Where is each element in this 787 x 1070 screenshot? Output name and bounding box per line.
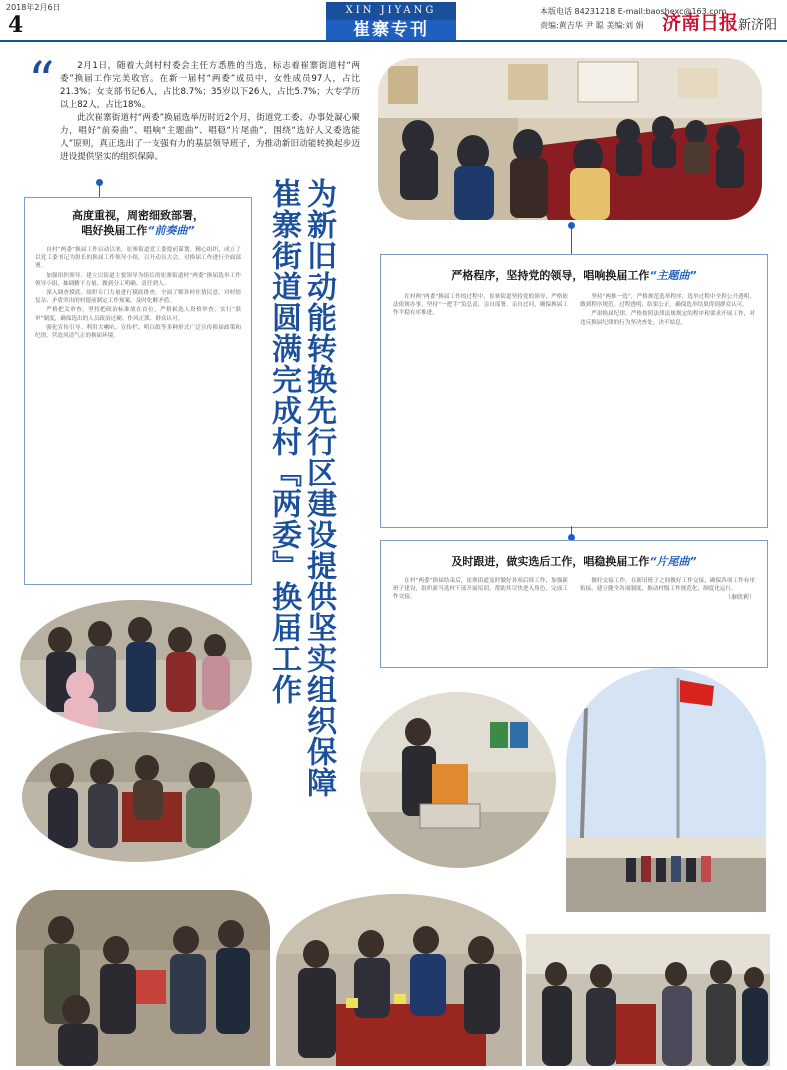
editors-line: 责编:黄吉华 尹 聪 美编:刘 娟	[540, 21, 644, 30]
voting-photo-right-art	[526, 934, 770, 1066]
quote-icon: “	[28, 52, 55, 112]
headline-line-1: 为新旧动能转换先行区建设提供坚实组织保障	[301, 178, 336, 798]
meeting-photo	[378, 58, 762, 220]
section-2-paragraph: 在村两“两委”换届工作的过程中，崔寨街道坚持党的领导，严格依法依规办事，坚持“一把手”负总责，亲自部署、亲自过问，确保换届工作平稳有序推进。	[393, 294, 568, 317]
section-1-title-line2	[25, 223, 251, 238]
intro-paragraph-1: 2月1日，随着大剑村村委会主任方悉胜的当选，标志着崔寨街道村“两委”换届工作完美收官。在新一届村“两委”成员中，女性成员97人，占比21.3%；女支部书记6人，占比8.7%；35岁以下26人，占比5.7%；大专学历以上82人，占比18%。	[60, 61, 360, 110]
section-1-paragraph: 深入调查摸底。组织专门力量进行摸底排查，全面了解各村社情民意，对村情复杂、矛盾突出的村提前制定工作预案，及时化解矛盾。	[35, 290, 241, 305]
section-1-paragraph: 强化宣传引导。利用大喇叭、宣传栏、明白纸等多种形式广泛宣传换届政策和纪律，营造风清气正的换届环境。	[35, 324, 241, 340]
crowd-photo-top	[20, 600, 252, 732]
ballot-photo-art	[360, 692, 556, 868]
section-3-body	[393, 577, 755, 603]
crowd-photo-top-art	[20, 600, 252, 732]
paper-name: 济南日报	[662, 12, 739, 34]
section-1-body	[35, 246, 241, 340]
intro-paragraph-2: 此次崔寨街道村“两委”换届选举历时近2个月，街道党工委、办事处凝心聚力，唱好“前奏曲”、唱响“主题曲”、唱稳“片尾曲”，围绕“选好人又委选能人”原则，真正选出了一支强有力的基层领导班子，为推动新旧动能转换起步迈进设提供坚实的组织保障。	[60, 113, 360, 162]
section-3-paragraph: 做好交接工作。在新旧班子之间做好工作交接，确保各项工作有序衔接。建立健全各项制度，推动村级工作规范化、制度化运行。	[580, 578, 755, 593]
section-1-paragraph: 自村“两委”换届工作启动以来，崔寨街道党工委提前谋划、精心组织，成立了以党工委书记为组长的换届工作领导小组，召开动员大会，对换届工作进行全面部署。	[35, 247, 241, 270]
voting-photo-left-art	[16, 890, 270, 1066]
voting-photo-left	[16, 890, 270, 1066]
section-2-paragraph: 坚持“两推一选”，严格规范选举程序，选举过程中全程公开透明，做到程序规范、过程透明、结果公正，确保选举结果得到群众认可。	[580, 294, 755, 309]
section-pinyin: XIN JIYANG	[326, 2, 456, 20]
author-signature: （秦欣莉）	[724, 594, 755, 602]
connector-line	[571, 228, 572, 254]
meeting-photo-art	[378, 58, 762, 220]
section-1-paragraph: 加强组织领导。建立以街道主要领导为组长的崔寨街道村“两委”换届选举工作领导小组，抽调精干力量，做到分工明确、责任到人。	[35, 272, 241, 287]
voting-photo-center	[276, 894, 522, 1066]
section-1-title-line1: 高度重视，周密细致部署，	[72, 209, 204, 222]
section-1-title-highlight: “前奏曲”	[147, 224, 195, 237]
section-2-title	[381, 267, 767, 283]
section-1-title-prefix: 唱好换届工作	[81, 224, 148, 237]
voting-photo-center-art	[276, 894, 522, 1066]
page-number: 4	[8, 12, 24, 38]
connector-line	[99, 185, 100, 197]
section-1-title	[25, 208, 251, 238]
section-1-paragraph: 严格把关审查。坚持把政治标准放在首位，严格候选人资格审查，实行“联审”制度，确保选出的人员政治过硬、作风正派、群众认可。	[35, 307, 241, 322]
intro-text	[60, 60, 360, 164]
voting-photo-right	[526, 934, 770, 1066]
section-1-box	[24, 197, 252, 585]
section-3-title	[381, 553, 767, 569]
section-2-paragraph: 严肃换届纪律，严格按照法律法规规定的程序和要求开展工作，对违反换届纪律的行为坚决查处，决不姑息。	[580, 311, 755, 326]
crowd-photo-bottom-art	[22, 732, 252, 862]
ballot-photo	[360, 692, 556, 868]
headline-line-2: 崔寨街道圆满完成村『两委』换届工作	[266, 178, 301, 705]
section-2-box	[380, 254, 768, 528]
newspaper-logo	[662, 8, 777, 35]
section-3-paragraph: 在村“两委”换届结束后，崔寨街道及时做好各项后续工作，加强新班子建设，组织新当选村干部开展培训，帮助其尽快进入角色，完成工作交接。	[393, 578, 568, 601]
section-3-box	[380, 540, 768, 668]
flag-photo	[566, 668, 766, 912]
paper-sub: 新济阳	[738, 18, 778, 33]
section-title: 崔寨专刊	[326, 20, 456, 40]
issue-date: 2018年2月6日	[6, 3, 61, 12]
contact-line: 本版电话 84231218 E-mail:baoshexc@163.com	[540, 7, 727, 16]
section-3-title-highlight: “片尾曲”	[649, 555, 697, 568]
section-2-title-prefix: 严格程序，坚持党的领导，唱响换届工作	[451, 269, 650, 282]
section-2-title-highlight: “主题曲”	[649, 269, 697, 282]
crowd-photo-bottom	[22, 732, 252, 862]
section-3-title-prefix: 及时跟进，做实选后工作，唱稳换届工作	[451, 555, 650, 568]
section-2-body	[393, 293, 755, 327]
header-rule	[0, 40, 787, 42]
flag-photo-art	[566, 668, 766, 912]
